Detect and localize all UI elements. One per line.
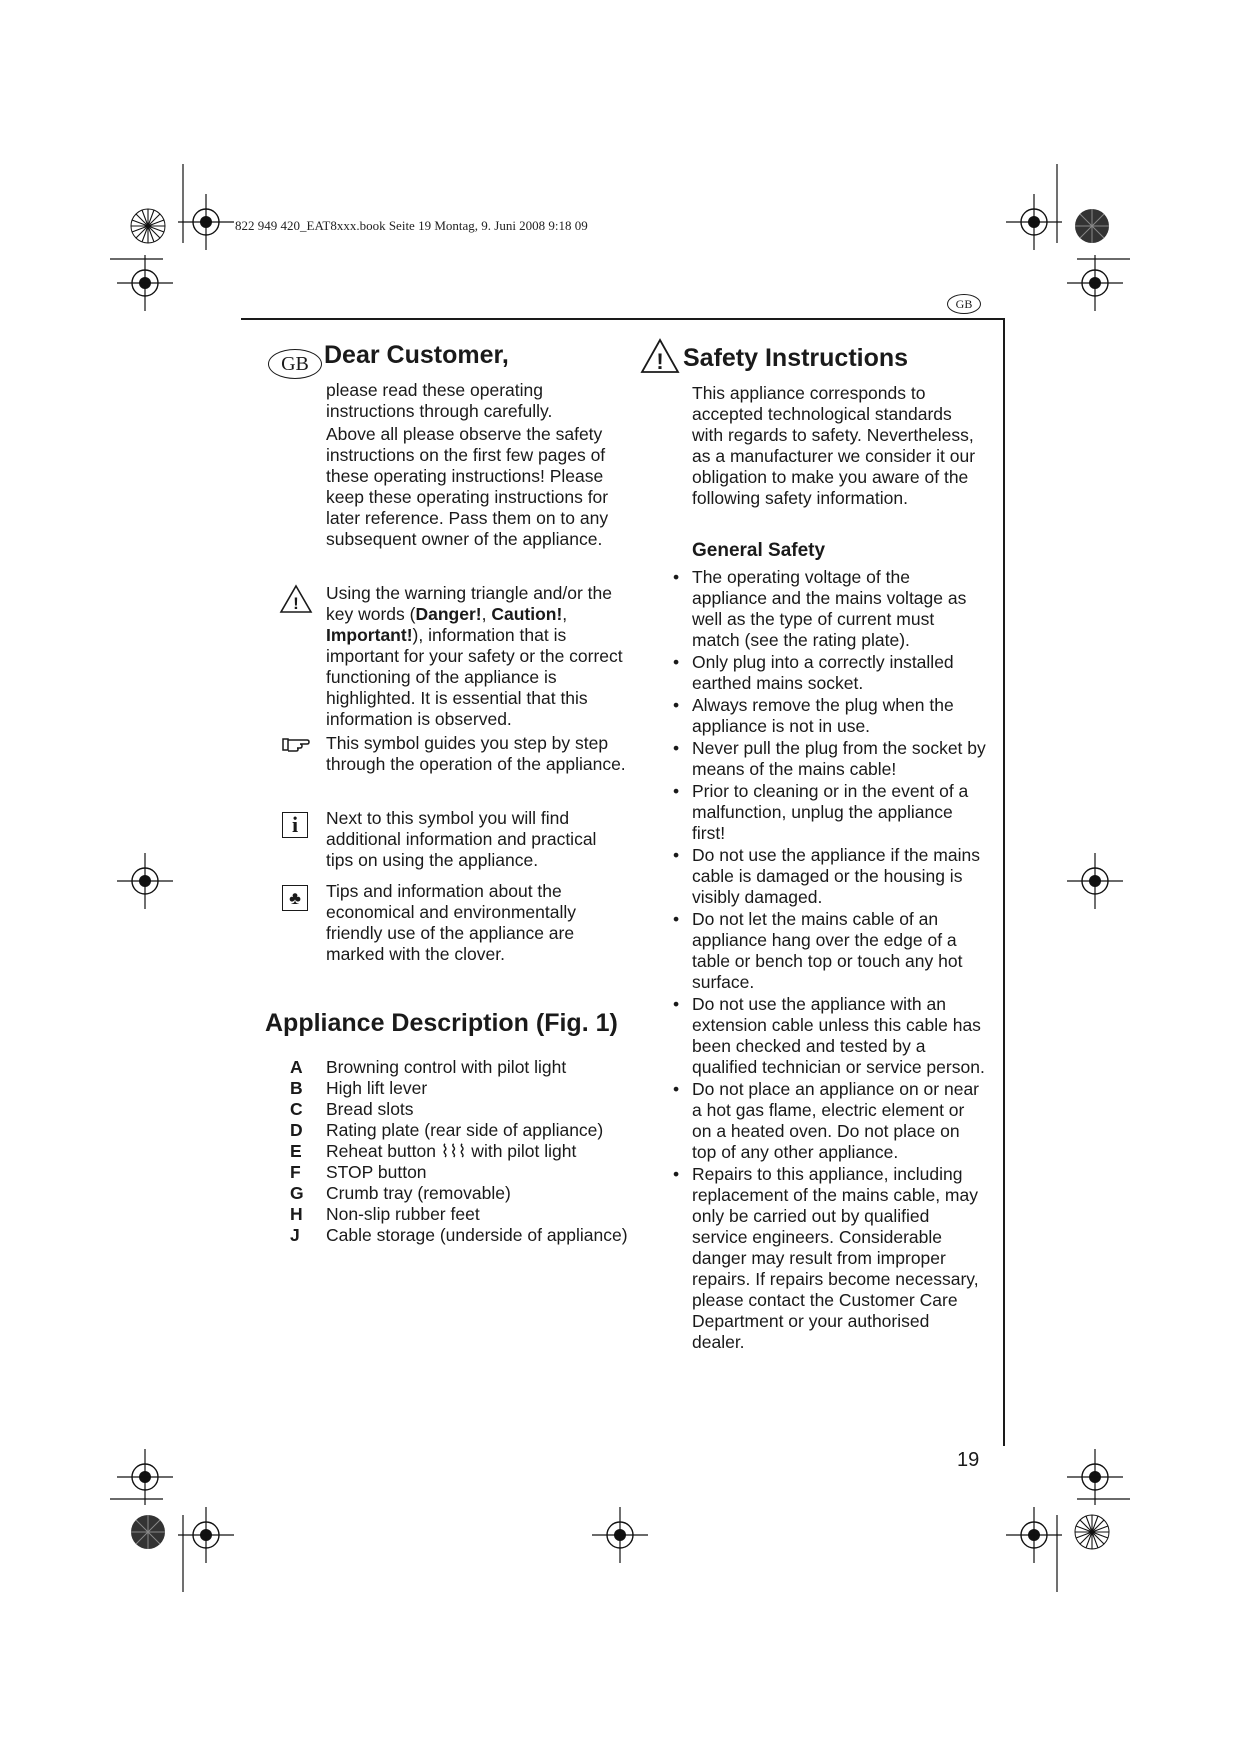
hand-symbol-text: This symbol guides you step by step through the operation of the appliance.	[326, 733, 626, 774]
print-slug: 822 949 420_EAT8xxx.book Seite 19 Montag, 9. Juni 2008 9:18 09	[235, 218, 588, 233]
list-item: • Prior to cleaning or in the event of a malfunction, unplug the appliance first!	[692, 781, 986, 844]
svg-text:!: !	[293, 594, 299, 613]
country-badge: GB	[947, 294, 981, 314]
part-label: Bread slots	[326, 1099, 414, 1119]
part-key: E	[290, 1141, 302, 1161]
safety-intro: This appliance corresponds to accepted technological standards with regards to safety. Nevertheless, as a manufacturer we consider it our obligation to make you aware of the following safety information.	[692, 383, 976, 508]
list-item	[290, 1078, 630, 1099]
list-item: • Always remove the plug when the appliance is not in use.	[692, 695, 986, 737]
language-badge: GB	[268, 349, 322, 379]
part-label: Cable storage (underside of appliance)	[326, 1225, 628, 1245]
part-label: Non-slip rubber feet	[326, 1204, 480, 1224]
general-safety-list	[692, 567, 986, 1354]
intro-paragraph-1: please read these operating instructions through carefully.	[326, 380, 553, 421]
list-item: • Never pull the plug from the socket by means of the mains cable!	[692, 738, 986, 780]
list-item	[290, 1183, 630, 1204]
part-key: F	[290, 1162, 301, 1182]
part-key: B	[290, 1078, 303, 1098]
part-key: C	[290, 1099, 303, 1119]
info-icon: i	[282, 812, 308, 838]
list-item: • Repairs to this appliance, including replacement of the mains cable, may only be carried out by qualified service engineers. Considerable danger may result from improper repairs. If repairs become necessary, please contact the Customer Care Department or your authorised dealer.	[692, 1164, 986, 1353]
part-label: Crumb tray (removable)	[326, 1183, 511, 1203]
list-item: • Only plug into a correctly installed earthed mains socket.	[692, 652, 986, 694]
part-label: High lift lever	[326, 1078, 428, 1098]
right-rule	[1003, 318, 1005, 1446]
dear-customer-heading: Dear Customer,	[324, 341, 509, 369]
list-item	[290, 1120, 630, 1141]
warning-triangle-icon	[278, 583, 314, 615]
list-item: • The operating voltage of the appliance and the mains voltage as well as the type of current must match (see the rating plate).	[692, 567, 986, 651]
info-symbol-text: Next to this symbol you will find additional information and practical tips on using the appliance.	[326, 808, 597, 870]
intro-text	[326, 380, 626, 550]
general-safety-heading: General Safety	[692, 540, 826, 561]
list-item	[290, 1099, 630, 1120]
pointing-hand-icon	[278, 733, 314, 755]
warning-text: Using the warning triangle and/or the key words (Danger!, Caution!, Important!), information that is important for your safety or the correct functioning of the appliance is highlighted. It is essential that this information is observed.	[326, 583, 623, 729]
appliance-description-heading: Appliance Description (Fig. 1)	[265, 1009, 618, 1037]
part-key: G	[290, 1183, 304, 1203]
part-key: J	[290, 1225, 300, 1245]
part-key: D	[290, 1120, 303, 1140]
warning-triangle-icon	[640, 338, 680, 374]
list-item	[290, 1162, 630, 1183]
parts-legend	[290, 1057, 630, 1246]
list-item	[290, 1225, 630, 1246]
list-item: • Do not let the mains cable of an appliance hang over the edge of a table or bench top or touch any hot surface.	[692, 909, 986, 993]
part-label: STOP button	[326, 1162, 427, 1182]
part-key: A	[290, 1057, 303, 1077]
list-item	[290, 1141, 630, 1162]
page-number: 19	[957, 1449, 980, 1471]
list-item: • Do not use the appliance if the mains cable is damaged or the housing is visibly damaged.	[692, 845, 986, 908]
list-item	[290, 1204, 630, 1225]
clover-symbol-text: Tips and information about the economical and environmentally friendly use of the appliance are marked with the clover.	[326, 881, 576, 964]
part-label: Reheat button ⌇⌇⌇ with pilot light	[326, 1141, 577, 1161]
list-item: • Do not place an appliance on or near a hot gas flame, electric element or on a heated oven. Do not place on top of any other appliance.	[692, 1079, 986, 1163]
part-key: H	[290, 1204, 303, 1224]
part-label: Browning control with pilot light	[326, 1057, 567, 1077]
list-item	[290, 1057, 630, 1078]
svg-text:!: !	[656, 349, 664, 374]
clover-icon: ♣	[282, 885, 308, 911]
list-item: • Do not use the appliance with an extension cable unless this cable has been checked and tested by a qualified technician or service person.	[692, 994, 986, 1078]
intro-paragraph-2: Above all please observe the safety instructions on the first few pages of these operating instructions! Please keep these operating instructions for later reference. Pass them on to any subsequent owner of the appliance.	[326, 424, 609, 549]
part-label: Rating plate (rear side of appliance)	[326, 1120, 604, 1140]
top-rule	[241, 318, 1005, 320]
safety-instructions-heading: Safety Instructions	[683, 344, 909, 372]
